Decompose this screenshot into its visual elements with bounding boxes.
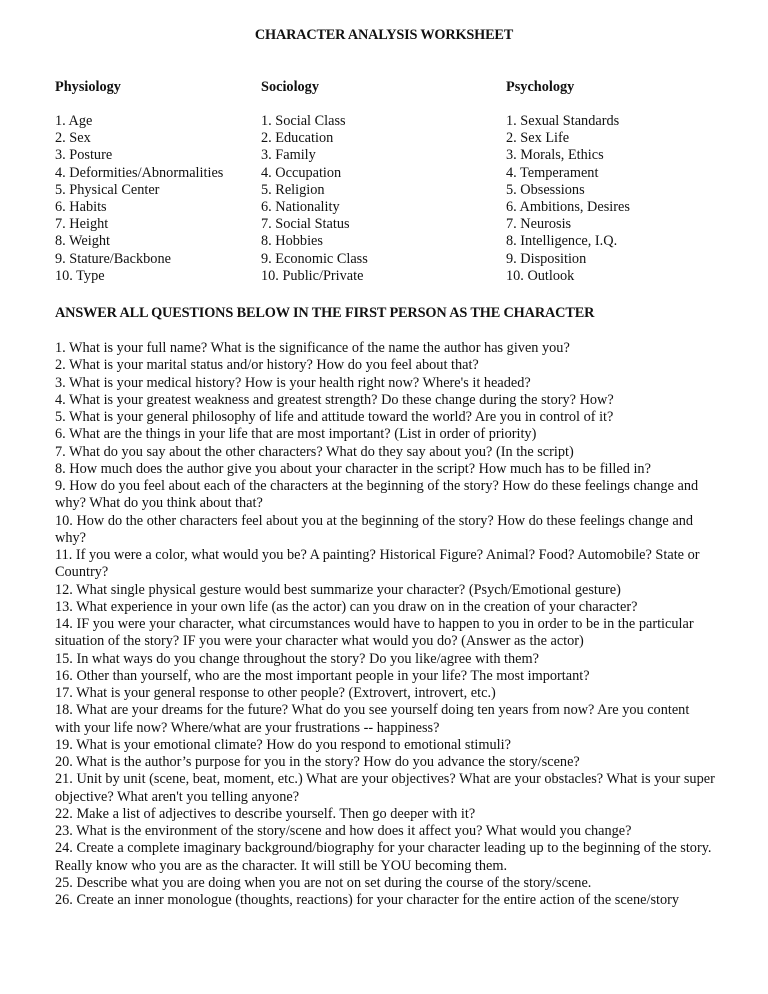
question-item: 1. What is your full name? What is the significance of the name the author has given you? xyxy=(55,340,570,356)
question-item: 10. How do the other characters feel about you at the beginning of the story? How do these feelings change and why? xyxy=(55,512,693,546)
question-item: 5. What is your general philosophy of life and attitude toward the world? Are you in control of it? xyxy=(55,409,614,425)
question-item: 22. Make a list of adjectives to describe yourself. Then go deeper with it? xyxy=(55,805,476,822)
question-item: 20. What is the author’s purpose for you in the story? How do you advance the story/scene? xyxy=(55,754,580,770)
physiology-column xyxy=(55,79,223,285)
list-item: 10. Outlook xyxy=(506,267,575,284)
list-item: 7. Neurosis xyxy=(506,216,572,233)
list-item: 4. Deformities/Abnormalities xyxy=(55,164,224,181)
list-item: 3. Posture xyxy=(55,147,113,164)
list-item: 5. Physical Center xyxy=(55,181,160,198)
list-item: 2. Sex xyxy=(55,130,91,147)
question-item: 4. What is your greatest weakness and greatest strength? Do these change during the story? How? xyxy=(55,391,614,408)
list-item: 3. Family xyxy=(261,147,316,164)
list-item: 10. Type xyxy=(55,267,105,284)
question-item: 9. How do you feel about each of the characters at the beginning of the story? How do these feelings change and why? What do you think about that? xyxy=(55,478,699,512)
list-item: 4. Occupation xyxy=(261,164,342,181)
psychology-list xyxy=(506,113,630,285)
question-item: 24. Create a complete imaginary background/biography for your character leading up to the beginning of the story. Really know who you are as the character. It will still be YOU becoming them. xyxy=(55,840,712,874)
question-item: 26. Create an inner monologue (thoughts, reactions) for your character for the entire action of the scene/story xyxy=(55,892,680,908)
list-item: 3. Morals, Ethics xyxy=(506,147,604,164)
sociology-column xyxy=(261,79,368,285)
worksheet-title: CHARACTER ANALYSIS WORKSHEET xyxy=(254,27,514,43)
list-item: 2. Sex Life xyxy=(506,130,570,147)
psychology-heading: Psychology xyxy=(506,79,575,95)
question-item: 7. What do you say about the other characters? What do they say about you? (In the script) xyxy=(55,443,574,460)
question-item: 25. Describe what you are doing when you are not on set during the course of the story/scene. xyxy=(55,874,592,891)
list-item: 1. Social Class xyxy=(261,113,346,129)
list-item: 9. Stature/Backbone xyxy=(55,250,171,267)
question-item: 13. What experience in your own life (as the actor) can you draw on in the creation of your character? xyxy=(55,598,638,615)
question-item: 21. Unit by unit (scene, beat, moment, etc.) What are your objectives? What are your obstacles? What is your super objective? What aren't you telling anyone? xyxy=(55,771,715,805)
question-item: 6. What are the things in your life that are most important? (List in order of priority) xyxy=(55,426,537,443)
question-item: 23. What is the environment of the story/scene and how does it affect you? What would you change? xyxy=(55,823,632,839)
list-item: 8. Weight xyxy=(55,233,110,250)
psychology-column xyxy=(506,79,630,285)
list-item: 2. Education xyxy=(261,130,334,147)
list-item: 9. Disposition xyxy=(506,250,587,267)
question-item: 11. If you were a color, what would you be? A painting? Historical Figure? Animal? Food? Automobile? State or Country? xyxy=(55,547,700,581)
instruction-heading: ANSWER ALL QUESTIONS BELOW IN THE FIRST PERSON AS THE CHARACTER xyxy=(55,305,595,321)
sociology-list xyxy=(261,113,368,285)
physiology-list xyxy=(55,113,223,285)
list-item: 4. Temperament xyxy=(506,164,599,181)
question-item: 3. What is your medical history? How is your health right now? Where's it headed? xyxy=(55,374,531,391)
question-item: 12. What single physical gesture would best summarize your character? (Psych/Emotional gesture) xyxy=(55,581,621,598)
list-item: 7. Height xyxy=(55,216,109,233)
question-item: 14. IF you were your character, what circumstances would have to happen to you in order to be in the particular situation of the story? IF you were your character what would you do? (Answer as the actor) xyxy=(55,616,694,650)
questions-list xyxy=(55,340,715,909)
list-item: 5. Obsessions xyxy=(506,181,585,198)
question-item: 19. What is your emotional climate? How do you respond to emotional stimuli? xyxy=(55,736,511,753)
list-item: 5. Religion xyxy=(261,181,325,198)
list-item: 10. Public/Private xyxy=(261,267,364,284)
question-item: 15. In what ways do you change throughout the story? Do you like/agree with them? xyxy=(55,650,539,667)
question-item: 17. What is your general response to other people? (Extrovert, introvert, etc.) xyxy=(55,685,496,701)
list-item: 6. Ambitions, Desires xyxy=(506,199,630,216)
list-item: 6. Habits xyxy=(55,199,107,216)
list-item: 7. Social Status xyxy=(261,216,350,233)
list-item: 8. Intelligence, I.Q. xyxy=(506,233,618,250)
question-item: 8. How much does the author give you about your character in the script? How much has to be filled in? xyxy=(55,460,651,477)
list-item: 8. Hobbies xyxy=(261,233,323,250)
question-item: 2. What is your marital status and/or history? How do you feel about that? xyxy=(55,357,479,374)
question-item: 18. What are your dreams for the future? What do you see yourself doing ten years from now? Are you content with your life now? Where/what are your frustrations -- happiness? xyxy=(55,702,690,736)
list-item: 9. Economic Class xyxy=(261,250,368,267)
list-item: 6. Nationality xyxy=(261,199,340,216)
list-item: 1. Age xyxy=(55,113,93,129)
list-item: 1. Sexual Standards xyxy=(506,113,620,129)
question-item: 16. Other than yourself, who are the most important people in your life? The most important? xyxy=(55,667,590,684)
sociology-heading: Sociology xyxy=(261,79,319,95)
physiology-heading: Physiology xyxy=(55,79,121,95)
